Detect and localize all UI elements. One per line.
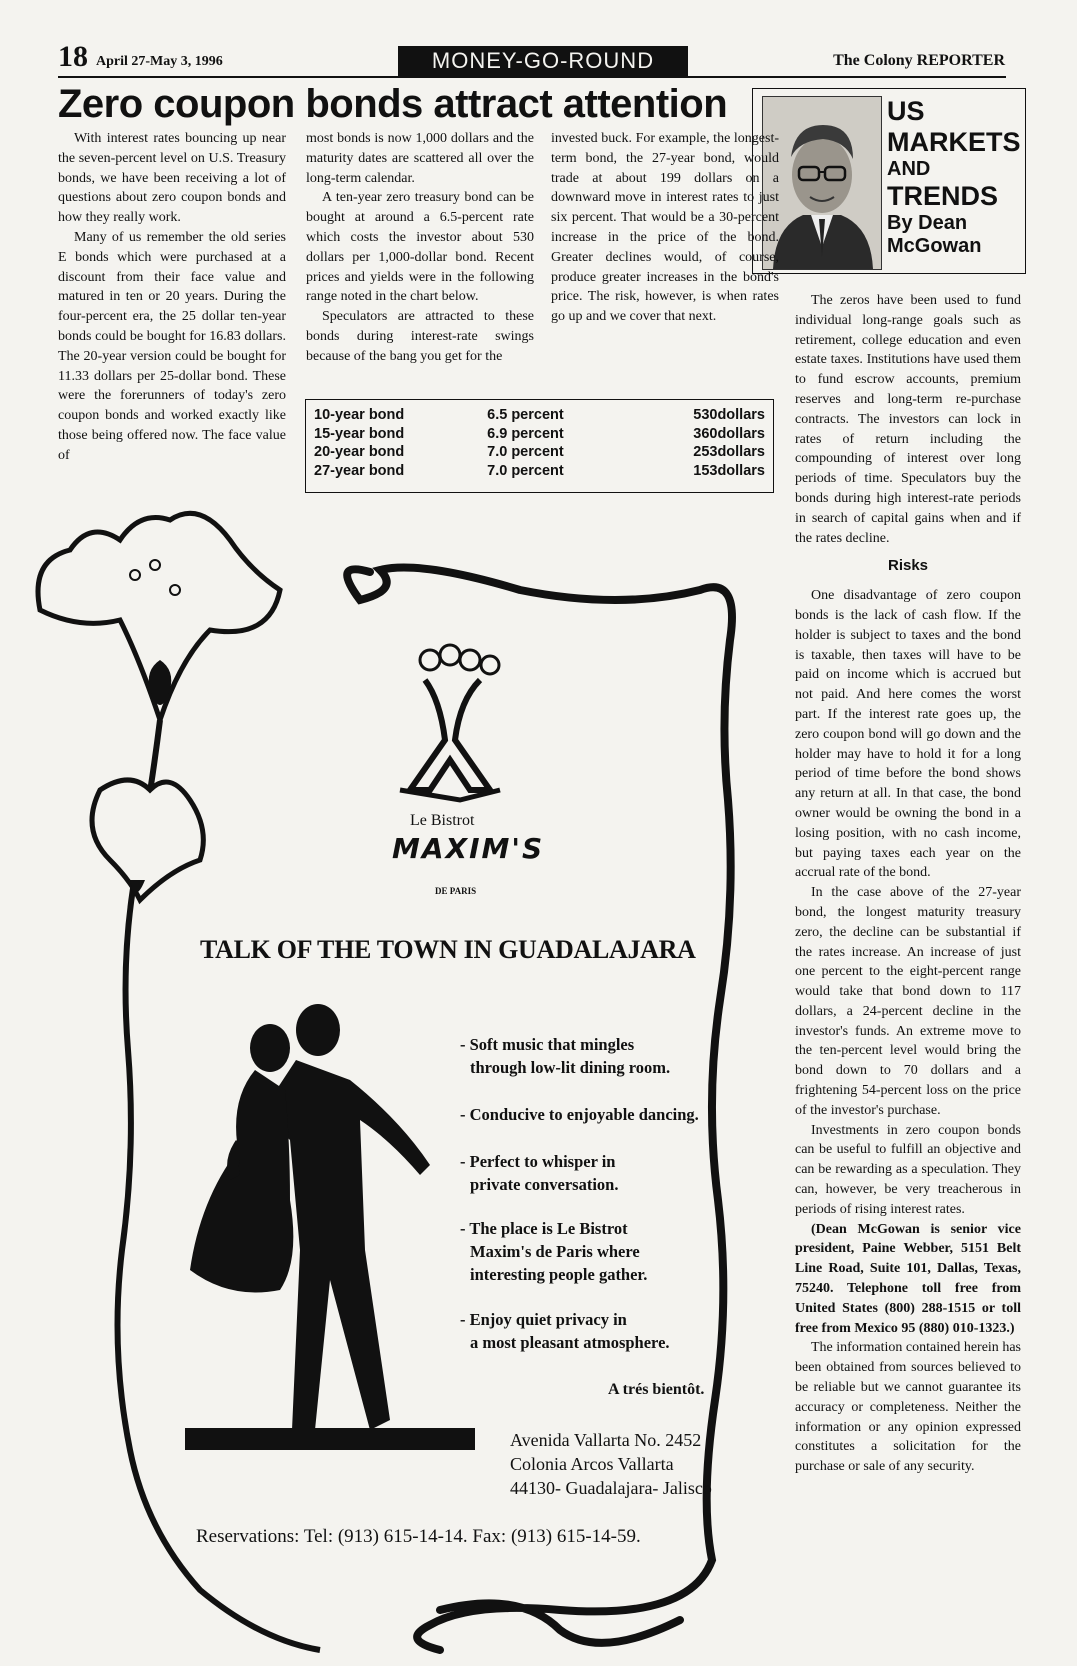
bond-rate: 6.5 percent — [487, 407, 564, 423]
paragraph: Investments in zero coupon bonds can be useful to fulfill an objective and can be rewarding as a speculation. They can, however, be very treacherous in periods of rising interest rates. — [795, 1122, 1021, 1217]
paragraph: Many of us remember the old series E bonds which were purchased at a discount from their face value and matured in ten or 20 years. During the four-percent era, the 25 dollar ten-year bonds could be bought for 16.83 dollars. The 20-year version could be bought for 11.33 dollars per 25-dollar bond. These were the forerunners of today's zero coupon bonds and worked exactly like those being offered now. The face value of — [58, 229, 286, 463]
bullet-line: - Conducive to enjoyable dancing. — [460, 1105, 699, 1124]
bond-price: 253dollars — [693, 444, 765, 460]
bond-term: 10-year bond — [314, 407, 405, 423]
dancing-couple-icon — [185, 1004, 475, 1450]
paragraph: A ten-year zero treasury bond can be bought at around a 6.5-percent rate which costs the investor about 530 dollars per 1,000-dollar bond. Recent prices and yields were in the following range noted in the chart below. — [306, 190, 534, 305]
column-title-us: US — [887, 96, 925, 126]
ad-title: TALK OF THE TOWN IN GUADALAJARA — [200, 935, 696, 964]
address-line: 44130- Guadalajara- Jalisco — [510, 1478, 712, 1498]
column-title-and: AND — [887, 158, 931, 181]
bond-term: 27-year bond — [314, 462, 405, 479]
newspaper-name: The Colony REPORTER — [833, 52, 1005, 69]
bullet-line: - Soft music that mingles — [460, 1035, 635, 1054]
bullet-line: - Enjoy quiet privacy in — [460, 1310, 627, 1329]
bond-price: 153dollars — [693, 462, 765, 479]
ad-bullet-4 — [460, 1217, 647, 1286]
bullet-line: - Perfect to whisper in — [460, 1152, 616, 1171]
author-bio: (Dean McGowan is senior vice president, Paine Webber, 5151 Belt Line Road, Suite 101, Dallas, Texas, 75240. Telephone toll free from United States (800) 288-1515 or toll free from Mexico 95 (880) 010-1323.) — [795, 1221, 1021, 1336]
bond-term: 15-year bond — [314, 425, 405, 442]
paragraph: With interest rates bouncing up near the seven-percent level on U.S. Treasury bonds, we have been receiving a lot of questions about zero coupon bonds and how they really work. — [58, 131, 286, 226]
bullet-line: Maxim's de Paris where — [470, 1242, 640, 1261]
paragraph: most bonds is now 1,000 dollars and the maturity dates are scattered all over the long-term calendar. — [306, 131, 534, 186]
le-bistrot-label: Le Bistrot — [410, 812, 475, 829]
byline-1: By Dean — [887, 212, 968, 235]
disclaimer: The information contained herein has been obtained from sources believed to be reliable but we cannot guarantee its accuracy or completeness. Neither the information or any opinion expressed constitutes a solicitation for the purchase or sale of any security. — [795, 1340, 1021, 1475]
column-title-markets: MARKETS — [887, 127, 1021, 158]
reservations-line: Reservations: Tel: (913) 615-14-14. Fax: (913) 615-14-59. — [196, 1526, 641, 1547]
bond-term: 20-year bond — [314, 444, 405, 460]
paragraph: One disadvantage of zero coupon bonds is the lack of cash flow. If the holder is subject to taxes and the bond is taxable, then taxes will have to be paid on income which is accrued but not paid. And here comes the worst part. If the interest rate goes up, the zero coupon bond will go down and the holder may have to hold it for a long period of time before the bond shows any return at all. In that case, the bond owner would be owning the bond in a losing position, with no cash income, but paying taxes each year on the accrual rate of the bond. — [795, 588, 1021, 881]
ad-bullet-3 — [460, 1150, 618, 1196]
headline: Zero coupon bonds attract attention — [58, 82, 728, 126]
page-number: 18 — [58, 40, 88, 73]
bullet-line: interesting people gather. — [470, 1265, 648, 1284]
flower-bud-icon — [92, 780, 203, 900]
maxims-emblem-icon — [400, 645, 500, 800]
bullet-line: through low-lit dining room. — [470, 1058, 671, 1077]
bullet-line: a most pleasant atmosphere. — [470, 1333, 670, 1352]
ad-bullet-2 — [460, 1103, 699, 1126]
bullet-line: private conversation. — [470, 1175, 619, 1194]
paragraph: invested buck. For example, the longest-term bond, the 27-year bond, would trade at about 199 dollars on a downward move in interest rates to just six percent. That would be a 30-percent increase in the price of the bond. Greater declines would, of course, produce greater increases in the bond's price. The risk, however, is when rates go up and we cover that next. — [551, 131, 779, 325]
column-title-trends: TRENDS — [887, 181, 999, 212]
issue-date: April 27-May 3, 1996 — [96, 54, 223, 69]
bond-rate: 7.0 percent — [487, 444, 564, 460]
paragraph: In the case above of the 27-year bond, the longest maturity treasury zero, the decline can be substantial if the rates increase. An increase of just one percent to the eight-percent range would take that bond down to 117 dollars, a 24-percent decline in the investor's funds. An extreme move to the ten-percent level would bring the bond down to 70 dollars and a frightening 54-percent loss on the price of the investor's purchase. — [795, 885, 1021, 1118]
bullet-line: - The place is Le Bistrot — [460, 1219, 628, 1238]
ad-address — [510, 1428, 712, 1500]
address-line: Avenida Vallarta No. 2452 — [510, 1430, 702, 1450]
de-paris-label: DE PARIS — [435, 886, 477, 896]
sign-off: A trés bientôt. — [608, 1381, 705, 1398]
address-line: Colonia Arcos Vallarta — [510, 1454, 674, 1474]
bond-rate: 7.0 percent — [487, 462, 564, 479]
paragraph: The zeros have been used to fund individual long-range goals such as retirement, college education and even estate taxes. Institutions have used them to fund escrow accounts, premium reserves and long-term re-purchase contracts. The investors can lock in rates of return including the compounding of interest over long periods of time. Speculators buy the bonds during high interest-rate periods in search of capital gains when and if the rates decline. — [795, 293, 1021, 546]
risks-heading: Risks — [887, 557, 929, 575]
ad-bullet-5 — [460, 1308, 670, 1354]
ad-bullet-1 — [460, 1033, 670, 1079]
bond-price: 530dollars — [693, 407, 765, 423]
byline-2: McGowan — [887, 235, 982, 258]
maxims-logo-text: MAXIM'S — [392, 832, 545, 865]
bond-rate: 6.9 percent — [487, 425, 564, 442]
paragraph: Speculators are attracted to these bonds during interest-rate swings because of the bang you get for the — [306, 309, 534, 364]
section-banner: MONEY-GO-ROUND — [398, 46, 688, 76]
bond-price: 360dollars — [693, 425, 765, 442]
